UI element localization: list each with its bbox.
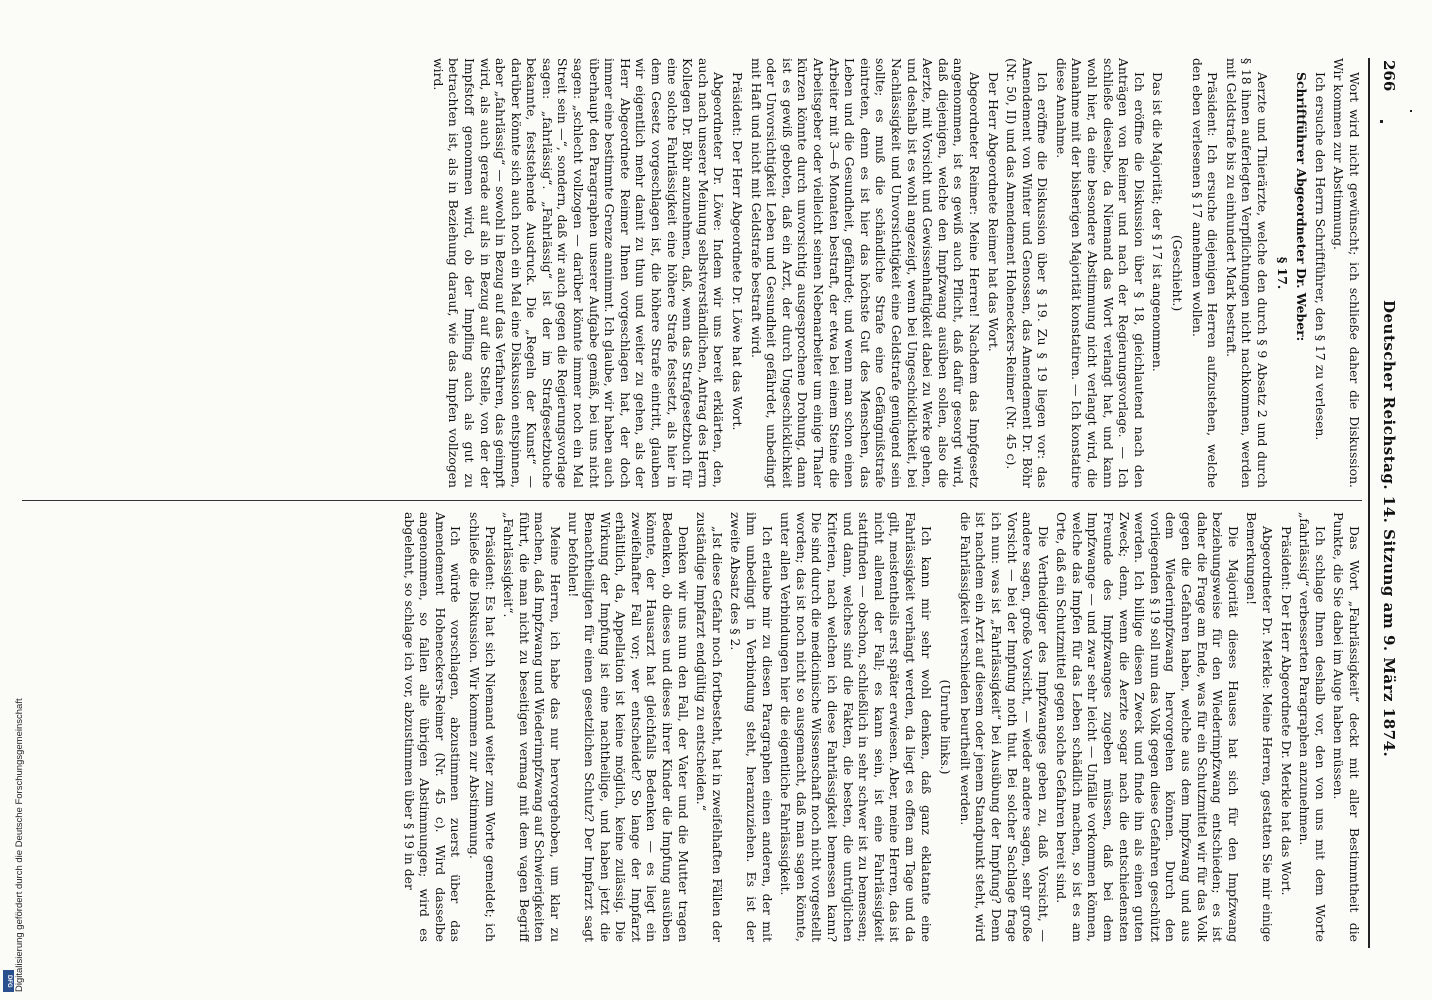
header-rule (1368, 58, 1370, 948)
paragraph: Das Wort „Fahrlässigkeit“ deckt mit aller Bestimmtheit die Punkte, die Sie dabei im Auge haben müssen. (1331, 512, 1362, 942)
page-number: 266 (1380, 60, 1398, 92)
right-column (22, 512, 1362, 942)
paragraph: Denken wir uns nun den Fall, der Vater und die Mutter tragen Bedenken, ob dieses und dieses ihrer Kinder die Impfung ausüben könnte, der Hausarzt hat gleichfalls Bedenken — es liegt ein zweifelhafter Fall vor; wer entscheidet? So lange der Impfarzt erhältlich, da, Appellation ist keine möglich, keine zulässig. Die Wirkung der Impfung ist eine nachtheilige, und haben jetzt die Benachtheiligten für einen gesetzlichen Schutz? Der Impfarzt sagt nur befohlen! (566, 512, 691, 942)
speaker-line: Schriftführer Abgeordneter Dr. Weber: (1294, 72, 1310, 342)
paragraph: Abgeordneter Reimer: Meine Herren! Nachdem das Impfgesetz angenommen, ist es gewiß auch Pflicht, daß dafür gesorgt wird, daß diejenigen, welche den Impfzwang ausüben sollen, also die Aerzte, mit Vorsicht und Gewissenhaftigkeit dabei zu Werke gehen, und deshalb ist es wohl angezeigt, wenn bei Ungeschicklichkeit, bei Nachlässigkeit und Unvorsichtigkeit eine Geldstrafe genügend sein sollte; es muß die schändliche Strafe eine Gefängnißstrafe eintreten, denn es ist hier das höchste Gut des Menschen, das Leben und die Gesundheit, gefährdet; und wenn man schon einen Arbeiter mit 3—6 Monaten bestraft, der etwa bei einem Steine die Arbeitsgeber oder vielleicht seinen Nebenarbeiter um einige Thaler kürzen könnte durch unvorsichtig ausgesprochene Drohung, dann ist es gewiß geboten, daß ein Arzt, der durch Ungeschicklichkeit oder Unvorsichtigkeit Leben und Gesundheit gefährdet, unbedingt mit Haft und nicht mit Geldstrafe bestraft wird. (748, 58, 982, 488)
paragraph: Ich erlaube mir zu diesen Paragraphen einen anderen, der mit ihm unbedingt in Verbindung steht, heranzuziehen. Es ist der zweite Absatz des § 2. (728, 512, 775, 942)
paragraph: Abgeordneter Dr. Löwe: Indem wir uns bereit erklärten, den, auch nach unserer Meinung selbstverständlichen, Antrag des Herrn Kollegen Dr. Böhr anzunehmen, daß, wenn das Strafgesetzbuch für eine solche Fahrlässigkeit eine höhere Strafe festsetzt, als hier in dem Gesetz vorgeschlagen ist, die höhere Strafe eintritt, glauben wir eigentlich mehr damit zu thun und weiter zu gehen, als der Herr Abgeordnete Reimer Ihnen vorgeschlagen hat, der doch immer eine bestimmte Grenze annimmt. Ich glaube, wir haben auch überhaupt den Paragraphen unserer Aufgabe gemäß, bei uns nicht sagen: „schlecht vollzogen — darüber könnte immer noch ein Mal Streit sein —“, sondern, daß wir auch gegen die Regierungsvorlage sagen: „fahrlässig“. „Fahrlässig“ ist der im Strafgesetzbuche bekannte, feststehende Ausdruck. Die „Regeln der Kunst“ — darüber könnte sich auch noch ein Mal eine Diskussion entspinnen, aber „fahrlässig“ — sowohl in Bezug auf das Verfahren, das geimpft wird, als auch gerade auf als in Bezug auf die Stelle, von der der Impfstoff genommen wird, ob der Impfling auch als gut zu betrachten ist, als in Beziehung darauf, wie das Impfen vollzogen wird. (430, 58, 727, 488)
paragraph: Präsident: Ich ersuche diejenigen Herren aufzustehen, welche den eben verlesenen § 17 annehmen wollen. (1189, 58, 1221, 488)
scan-speck (1410, 110, 1412, 112)
paragraph: Das ist die Majorität; der § 17 ist angenommen. (1150, 72, 1166, 372)
page-header (1374, 60, 1398, 960)
paragraph: Ich kann mir sehr wohl denken, daß ganz eklatante eine Fahrlässigkeit verhängt werden, da liegt es offen am Tage und da gilt, meistentheils erst später erwiesen. Aber, meine Herren, das ist nicht allemal der Fall; es kann sein, ist eine Fahrlässigkeit stattfinden — obschon, schließlich in sehr schwer ist zu bemessen; und dann, welches sind die Fakten, die besten, die untrüglichen Kriterien, nach welchen ich diese Fahrlässigkeit bemessen kann? Die sind durch die medicinische Wissenschaft noch nicht vorgestellt worden; das ist noch nicht so ausgemacht, daß man sagen könnte, unter allen Verbindungen hier die eigentliche Fahrlässigkeit. (778, 512, 934, 942)
stage-direction: (Geschieht.) (1170, 234, 1186, 312)
paragraph: Meine Herren, ich habe das nur hervorgehoben, um klar zu machen, daß Impfzwang und Wiederimpfzwang auf Schwierigkeiten führt, die man nicht zu beseitigen vermag mit dem vagen Begriff „Fahrlässigkeit“. (501, 512, 563, 942)
paragraph: Die Vertheidiger des Impfzwanges geben zu, daß Vorsicht, — andere sagen, große Vorsicht, — wieder andere sagen, sehr große Vorsicht — bei der Impfung noth thut. Bei solcher Sachlage frage ich nun: was ist „Fahrlässigkeit“ bei Ausübung der Impfung? Denn ist nachdem ein Arzt auf diesem oder jenem Standpunkt steht, wird die Fahrlässigkeit verschieden beurtheilt werden. (957, 512, 1051, 942)
paragraph: Aerzte und Thierärzte, welche den durch § 9 Absatz 2 und durch § 18 ihnen auferlegten Verpflichtungen nicht nachkommen, werden mit Geldstrafe bis zu einhundert Mark bestraft. (1223, 58, 1271, 488)
paragraph: Präsident: Es hat sich Niemand weiter zum Worte gemeldet; ich schließe die Diskussion. Wir kommen zur Abstimmung. (466, 512, 498, 942)
paragraph: Ich würde vorschlagen, abzustimmen zuerst über das Amendement Hoheneckers-Reimer (Nr. 45 c). Wird dasselbe angenommen, so fallen alle übrigen Abstimmungen; wird es abgelehnt, so schlage ich vor, abzustimmen über § 19 in der (401, 512, 464, 942)
paragraph: Ich eröffne die Diskussion über § 19. Zu § 19 liegen vor: das Amendement von Winter und Genossen, das Amendement Dr. Böhr (Nr. 50, II) und das Amendement Hoheneckers-Reimer (Nr. 45 c). (1004, 58, 1051, 488)
page-title: Deutscher Reichstag. 14. Sitzung am 9. März 1874. (1380, 300, 1398, 758)
left-column (22, 58, 1362, 488)
digitization-credit: Digitalisierung gefördert durch die Deutsche Forschungsgemeinschaft (14, 698, 25, 992)
paragraph: Präsident: Der Herr Abgeordnete Dr. Löwe hat das Wort. (730, 72, 746, 431)
section-heading: § 17. (1274, 256, 1290, 290)
column-divider (22, 500, 1362, 501)
paragraph: Die Majorität dieses Hauses hat sich für den Impfzwang beziehungsweise für den Wiederimpfzwang entschieden; es ist daher die Frage am Ende, was für ein Schutzmittel wir für das Volk gegen die Gefahren haben, welche aus dem Impfzwang und aus dem Wiederimpfzwang hervorgehen können. Durch den vorliegenden § 19 soll nun das Volk gegen diese Gefahren geschützt werden. Ich billige diesen Zweck und finde ihn als einen guten Zweck; denn, wenn die Aerzte sogar nach die entschiedensten Freunde des Impfzwanges zugeben müssen, daß bei dem Impfzwange — und zwar sehr leicht — Unfälle vorkommen können, welche das Impfen für das Leben schädlich machen, so ist es am Orte, daß ein Schutzmittel gegen solche Gefahren bereit sind. (1054, 512, 1241, 942)
paragraph: Ich schlage Ihnen deshalb vor, den von uns mit dem Worte „fahrlässig“ verbesserten Paragraphen anzunehmen. (1297, 512, 1328, 942)
quoted-paragraph: „Ist diese Gefahr noch fortbesteht, hat in zweifelhaften Fällen der zuständige Impfarzt endgültig zu entscheiden.“ (694, 512, 725, 942)
paragraph: Ich eröffne die Diskussion über § 18, gleichlautend nach den Anträgen von Reimer und nach der Regierungsvorlage. — Ich schließe dieselbe, da Niemand das Wort verlangt hat, und kann wohl hier, da eine besondere Abstimmung nicht verlangt wird, die Annahme mit der bisherigen Majorität konstatiren. — Ich konstatire diese Annahme. (1053, 58, 1147, 488)
stage-direction: (Unruhe links.) (938, 679, 954, 775)
paragraph: Der Herr Abgeordnete Reimer hat das Wort. (985, 72, 1001, 352)
dfg-logo: DFG (3, 970, 14, 992)
scan-speck (1380, 120, 1383, 123)
paragraph: Abgeordneter Dr. Merkle: Meine Herren, gestatten Sie mir einige Bemerkungen! (1244, 512, 1276, 942)
paragraph: Wort wird nicht gewünscht; ich schließe daher die Diskussion. Wir kommen zur Abstimmung. (1331, 58, 1362, 488)
paragraph: Präsident: Der Herr Abgeordnete Dr. Merkle hat das Wort. (1278, 526, 1294, 896)
paragraph: Ich ersuche den Herrn Schriftführer, den § 17 zu verlesen. (1312, 72, 1328, 441)
